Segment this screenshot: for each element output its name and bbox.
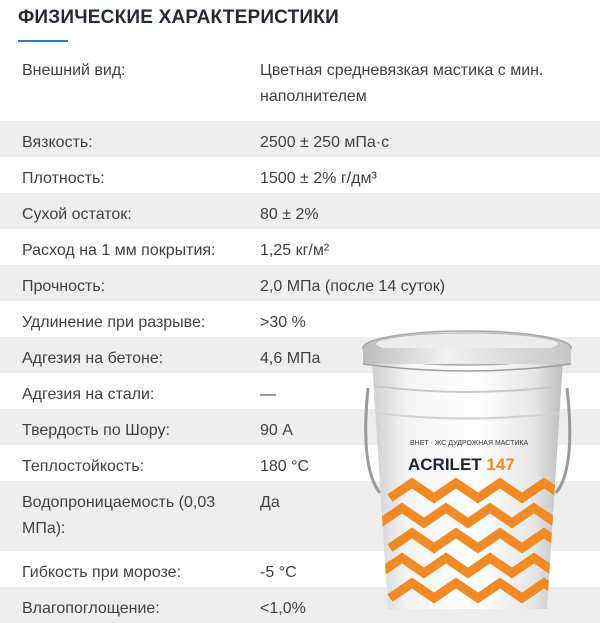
table-row (0, 49, 600, 121)
table-row (0, 265, 600, 301)
row-label: Водопроницаемость (0,03 МПа): (22, 494, 216, 537)
row-value: 90 А (260, 422, 293, 439)
row-value: 180 °С (260, 458, 310, 475)
title-underline (18, 40, 68, 42)
product-bucket-image (350, 318, 585, 609)
table-row (0, 157, 600, 193)
row-label: Адгезия на бетоне: (22, 350, 164, 367)
row-label: Внешний вид: (22, 62, 126, 79)
row-label: Удлинение при разрыве: (22, 314, 206, 331)
row-value: >30 % (260, 314, 306, 331)
row-value: 80 ± 2% (260, 206, 319, 223)
product-number: 147 (486, 455, 515, 474)
row-label: Плотность: (22, 170, 105, 187)
row-label: Твердость по Шору: (22, 422, 170, 439)
row-label: Гибкость при морозе: (22, 564, 182, 581)
table-row (0, 193, 600, 229)
row-value: 1500 ± 2% г/дм³ (260, 170, 377, 187)
row-label: Теплостойкость: (22, 458, 145, 475)
row-value: 2,0 МПа (после 14 суток) (260, 278, 446, 295)
product-brand-name: ACRILET (408, 455, 482, 474)
row-value: 1,25 кг/м² (260, 242, 330, 259)
row-label: Влагопоглощение: (22, 600, 160, 617)
table-row (0, 121, 600, 157)
row-value: 4,6 МПа (260, 350, 321, 367)
row-value: Цветная средневязкая мастика с мин. наполнителем (260, 62, 544, 105)
page-title: ФИЗИЧЕСКИЕ ХАРАКТЕРИСТИКИ (18, 7, 339, 28)
row-value: Да (260, 494, 280, 511)
row-value: — (260, 386, 276, 403)
table-row (0, 229, 600, 265)
product-brand (408, 455, 515, 474)
row-value: 2500 ± 250 мПа·с (260, 134, 390, 151)
row-label: Вязкость: (22, 134, 93, 151)
row-value: -5 °С (260, 564, 297, 581)
row-label: Сухой остаток: (22, 206, 132, 223)
product-subtitle: ВНЕТ · ЖС ДУДРОЖНАЯ МАСТИКА (410, 440, 529, 447)
row-label: Прочность: (22, 278, 106, 295)
row-label: Адгезия на стали: (22, 386, 155, 403)
row-value: <1,0% (260, 600, 306, 617)
row-label: Расход на 1 мм покрытия: (22, 242, 216, 259)
